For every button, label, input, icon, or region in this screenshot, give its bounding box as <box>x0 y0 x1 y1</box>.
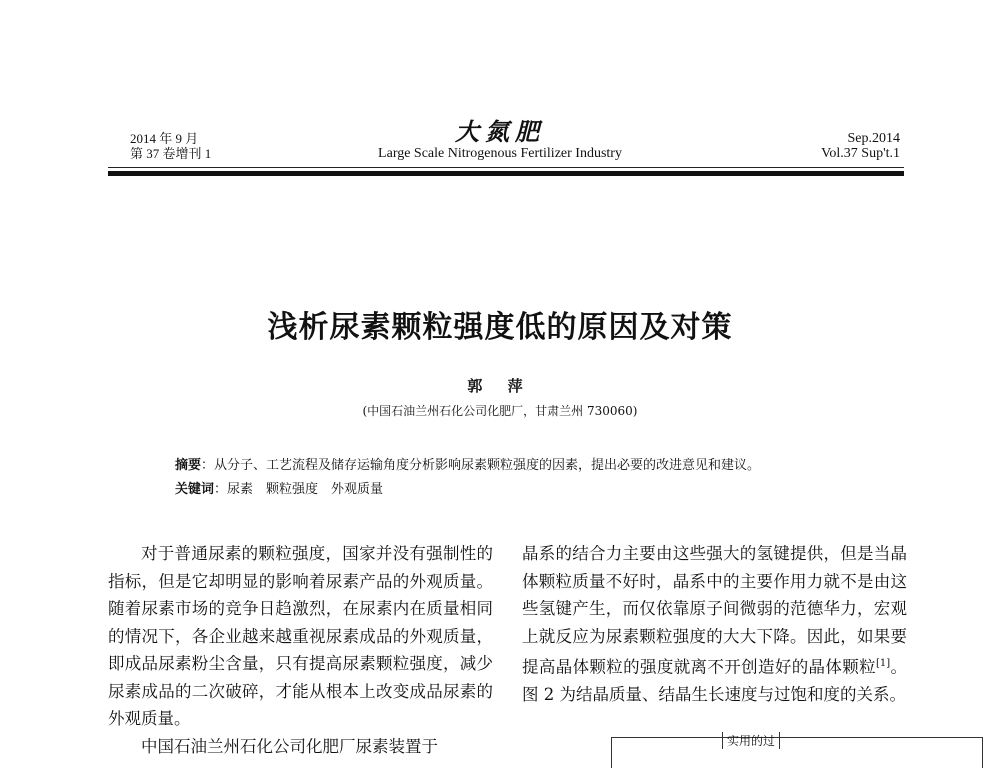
issue-date-en: Sep.2014 <box>847 131 900 146</box>
article-author: 郭 萍 <box>467 377 533 395</box>
keywords-text: ：尿素 颗粒强度 外观质量 <box>214 482 384 497</box>
body-right-column <box>522 540 907 709</box>
figure-label: 实用的过 <box>722 732 780 749</box>
keywords-label: 关键词 <box>175 482 215 497</box>
keywords <box>175 478 383 497</box>
body-text: 晶系的结合力主要由这些强大的氢键提供，但是当晶体颗粒质量不好时，晶系中的主要作用力就不是由这些氢键产生，而仅依靠原子间微弱的范德华力，宏观上就反应为尿素颗粒强度的大大下降。因此，如果要提高晶体颗粒的强度就离不开创造好的晶体颗粒 <box>522 544 907 677</box>
figure-2-frame <box>611 734 983 768</box>
body-left-column <box>108 540 493 760</box>
author-affiliation: (中国石油兰州石化公司化肥厂，甘肃兰州 730060) <box>362 404 638 418</box>
issue-date-cn: 2014 年 9 月 <box>130 131 199 146</box>
issue-volume-cn: 第 37 卷增刊 1 <box>130 146 212 161</box>
body-paragraph: 中国石油兰州石化公司化肥厂尿素装置于 <box>141 736 438 756</box>
issue-volume-en: Vol.37 Sup't.1 <box>821 146 900 161</box>
abstract-label: 摘要 <box>175 458 202 473</box>
body-paragraph <box>522 540 907 709</box>
body-paragraph: 对于普通尿素的颗粒强度，国家并没有强制性的指标，但是它却明显的影响着尿素产品的外观质量。随着尿素市场的竞争日趋激烈，在尿素内在质量相同的情况下，各企业越来越重视尿素成品的外观质量，即成品尿素粉尘含量，只有提高尿素颗粒强度，减少尿素成品的二次破碎，才能从根本上改变成品尿素的外观质量。 <box>108 544 493 728</box>
journal-logo: 大氮肥 <box>455 117 545 146</box>
article-title: 浅析尿素颗粒强度低的原因及对策 <box>267 310 733 345</box>
abstract-text: ：从分子、工艺流程及储存运输角度分析影响尿素颗粒强度的因素，提出必要的改进意见和建议。 <box>201 458 761 473</box>
header-rule-thick <box>108 171 904 176</box>
citation-ref: [1] <box>875 658 891 669</box>
body-text: 。图 2 为结晶质量、结晶生长速度与过饱和度的关系。 <box>522 657 908 704</box>
header-rule-thin <box>108 167 904 168</box>
journal-name-en: Large Scale Nitrogenous Fertilizer Industry <box>378 146 622 161</box>
abstract <box>175 454 760 473</box>
